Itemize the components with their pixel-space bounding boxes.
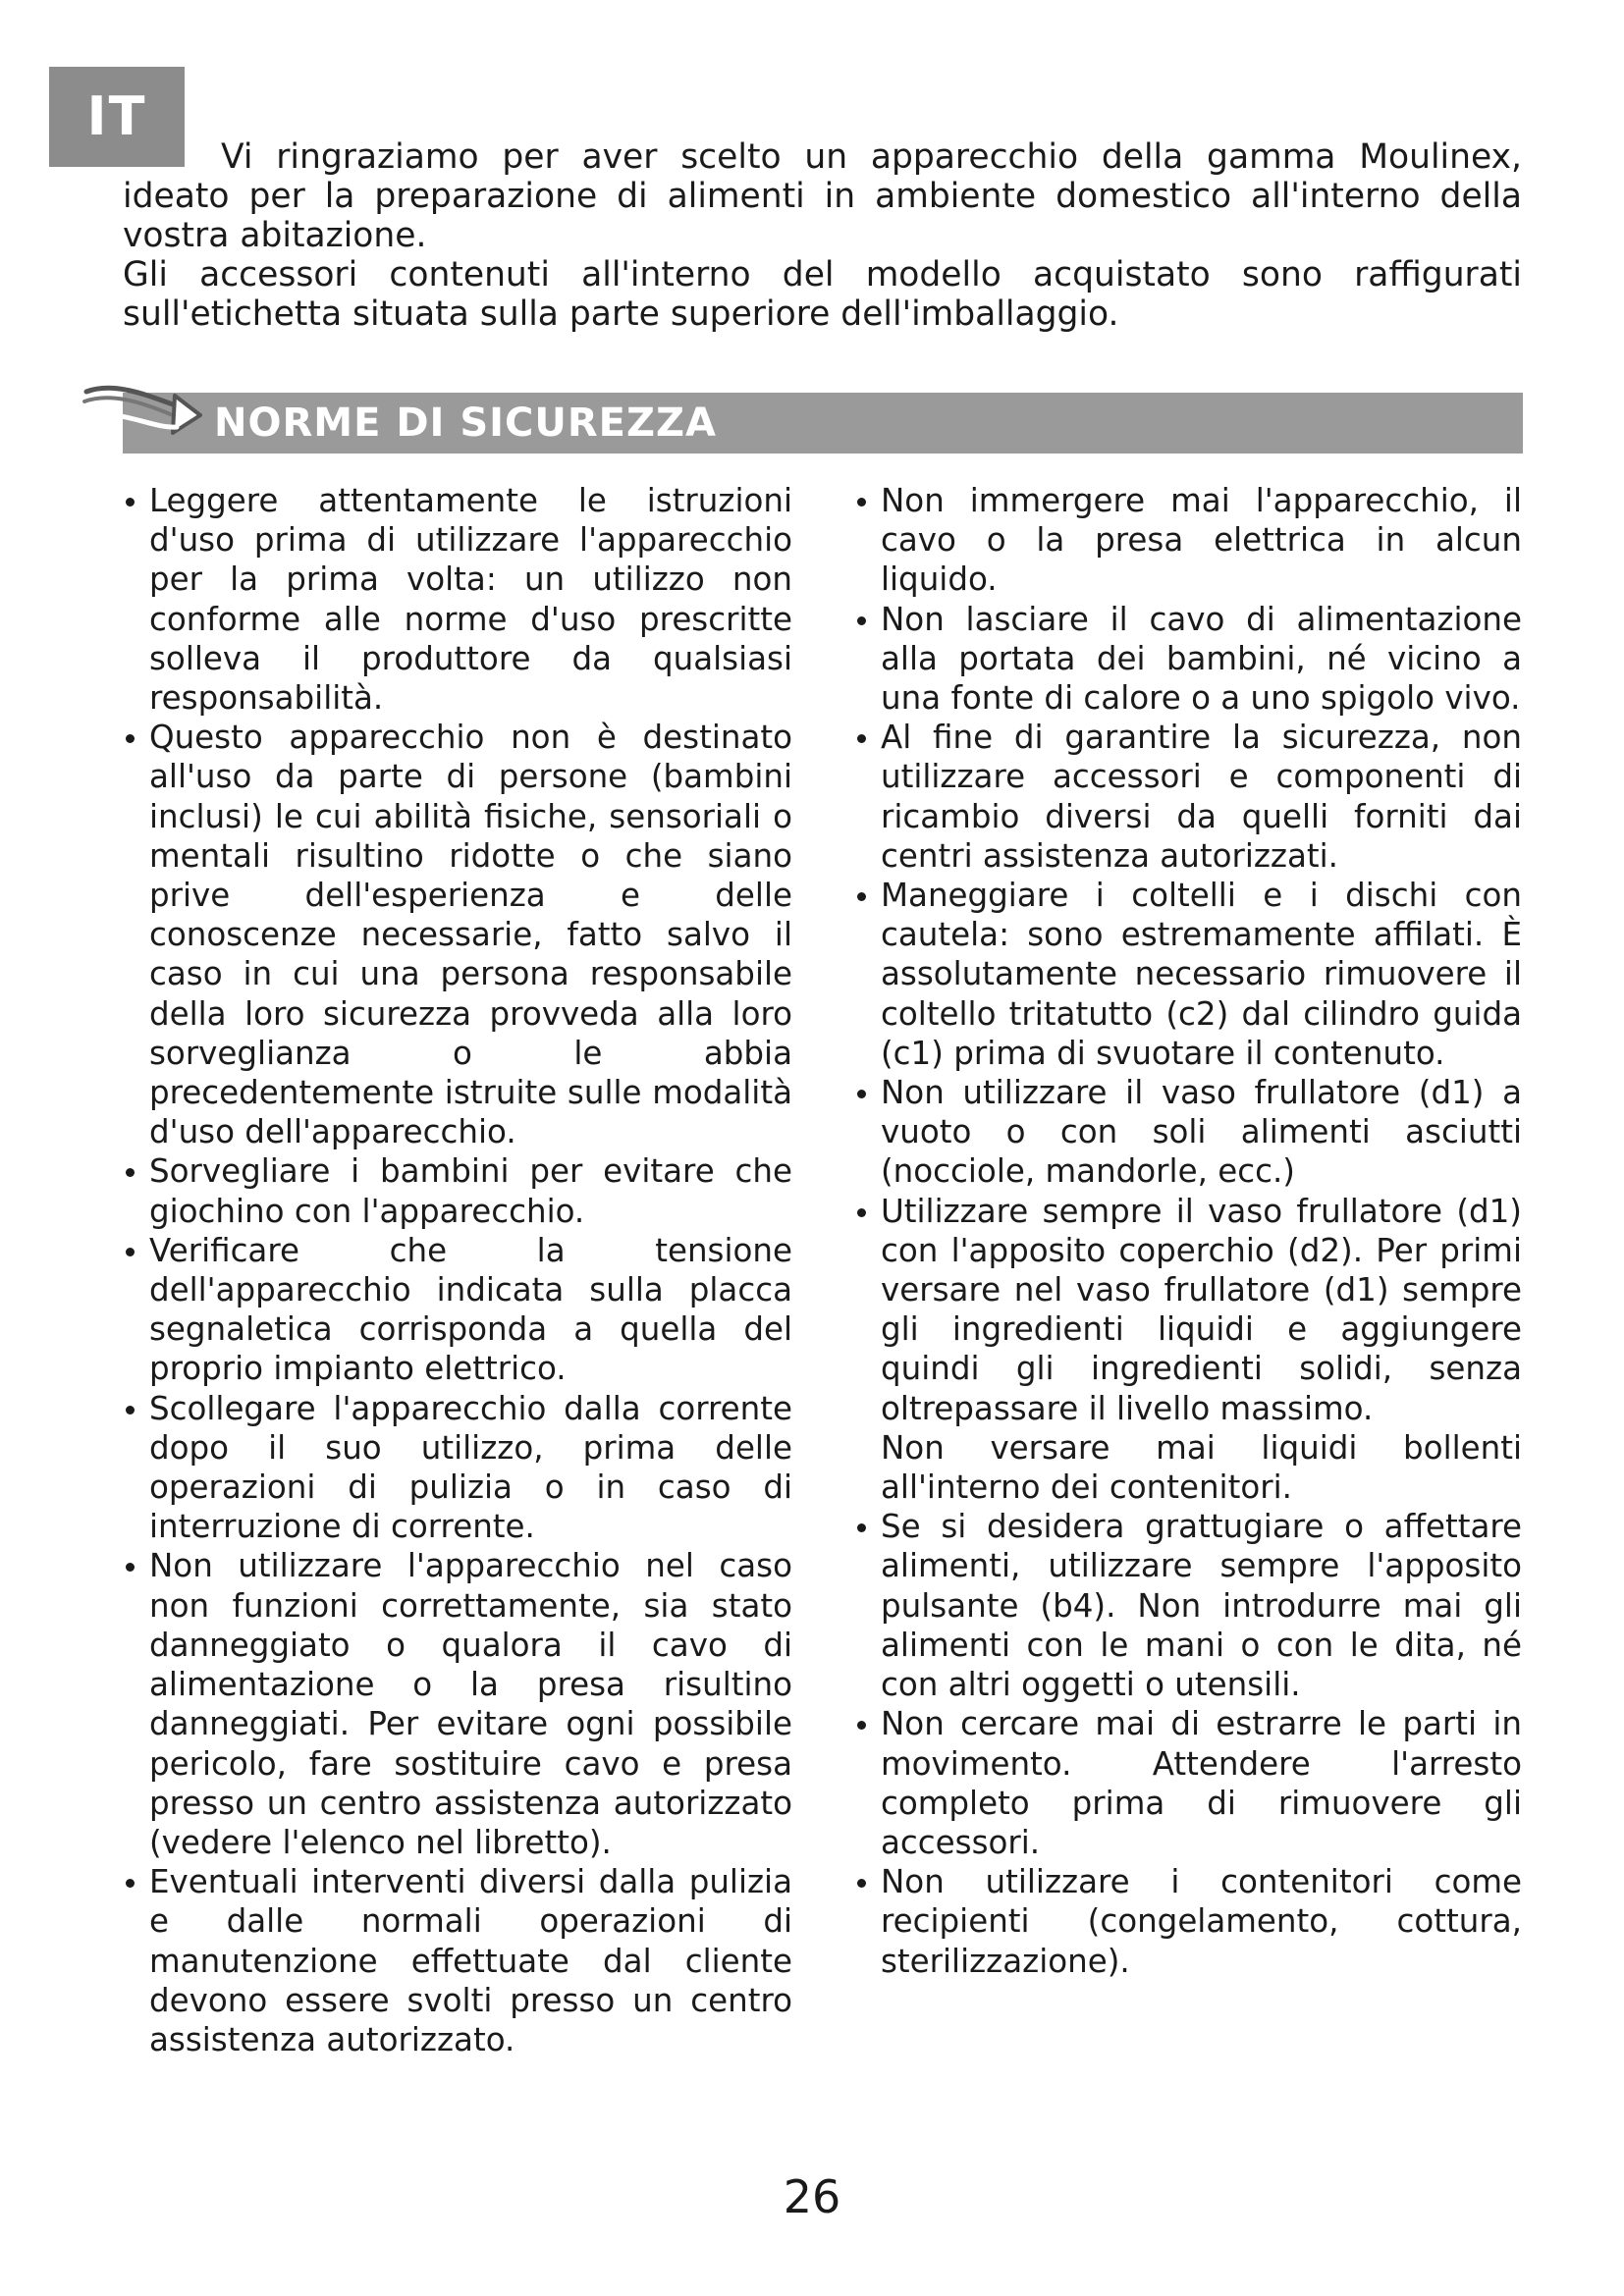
list-item: Non utilizzare i contenitori come recipienti (congelamento, cottura, sterilizzazione). <box>854 1862 1522 1981</box>
intro-paragraph-2: Gli accessori contenuti all'interno del modello acquistato sono raffigurati sull'etichetta situata sulla parte superiore dell'imballaggio. <box>123 255 1522 334</box>
language-badge: IT <box>49 67 185 167</box>
list-item: Non lasciare il cavo di alimentazione alla portata dei bambini, né vicino a una fonte di calore o a uno spigolo vivo. <box>854 600 1522 719</box>
list-item: Maneggiare i coltelli e i dischi con cautela: sono estremamente affilati. È assolutamente necessario rimuovere il coltello tritatutto (c2) dal cilindro guida (c1) prima di svuotare il contenuto. <box>854 876 1522 1073</box>
section-title: NORME DI SICUREZZA <box>214 400 717 446</box>
list-item: Se si desidera grattugiare o affettare alimenti, utilizzare sempre l'apposito pulsante (b4). Non introdurre mai gli alimenti con le mani o con le dita, né con altri oggetti o utensili. <box>854 1507 1522 1704</box>
list-item-text: Utilizzare sempre il vaso frullatore (d1) con l'apposito coperchio (d2). Per primi versare nel vaso frullatore (d1) sempre gli ingredienti liquidi e aggiungere quindi gli ingredienti solidi, senza oltrepassare il livello massimo. <box>881 1192 1522 1427</box>
safety-list-left <box>123 481 792 2059</box>
intro <box>123 137 1522 334</box>
list-item: Non immergere mai l'apparecchio, il cavo o la presa elettrica in alcun liquido. <box>854 481 1522 600</box>
arrow-icon <box>79 378 206 452</box>
list-item: Non utilizzare l'apparecchio nel caso non funzioni correttamente, sia stato danneggiato o qualora il cavo di alimentazione o la presa risultino danneggiati. Per evitare ogni possibile pericolo, fare sostituire cavo e presa presso un centro assistenza autorizzato (vedere l'elenco nel libretto). <box>123 1546 792 1862</box>
list-item: Non cercare mai di estrarre le parti in movimento. Attendere l'arresto completo prima di rimuovere gli accessori. <box>854 1704 1522 1862</box>
list-item: Verificare che la tensione dell'apparecchio indicata sulla placca segnaletica corrisponda a quella del proprio impianto elettrico. <box>123 1231 792 1389</box>
safety-list-right <box>854 481 1522 1981</box>
list-item: Scollegare l'apparecchio dalla corrente dopo il suo utilizzo, prima delle operazioni di pulizia o in caso di interruzione di corrente. <box>123 1389 792 1547</box>
list-item: Questo apparecchio non è destinato all'uso da parte di persone (bambini inclusi) le cui abilità fisiche, sensoriali o mentali risultino ridotte o che siano prive dell'esperienza e delle conoscenze necessarie, fatto salvo il caso in cui una persona responsabile della loro sicurezza provveda alla loro sorveglianza o le abbia precedentemente istruite sulle modalità d'uso dell'apparecchio. <box>123 718 792 1151</box>
list-item <box>854 1192 1522 1508</box>
list-item: Al fine di garantire la sicurezza, non utilizzare accessori e componenti di ricambio diversi da quelli forniti dai centri assistenza autorizzati. <box>854 718 1522 876</box>
list-item: Leggere attentamente le istruzioni d'uso prima di utilizzare l'apparecchio per la prima volta: un utilizzo non conforme alle norme d'uso prescritte solleva il produttore da qualsiasi responsabilità. <box>123 481 792 718</box>
intro-paragraph-1: Vi ringraziamo per aver scelto un apparecchio della gamma Moulinex, ideato per la preparazione di alimenti in ambiente domestico all'interno della vostra abitazione. <box>123 137 1522 255</box>
list-item: Non utilizzare il vaso frullatore (d1) a vuoto o con soli alimenti asciutti (nocciole, mandorle, ecc.) <box>854 1073 1522 1192</box>
list-item-continuation: Non versare mai liquidi bollenti all'interno dei contenitori. <box>881 1428 1522 1507</box>
list-item: Eventuali interventi diversi dalla pulizia e dalle normali operazioni di manutenzione effettuate dal cliente devono essere svolti presso un centro assistenza autorizzato. <box>123 1862 792 2059</box>
list-item: Sorvegliare i bambini per evitare che giochino con l'apparecchio. <box>123 1151 792 1230</box>
page-number: 26 <box>783 2170 841 2223</box>
